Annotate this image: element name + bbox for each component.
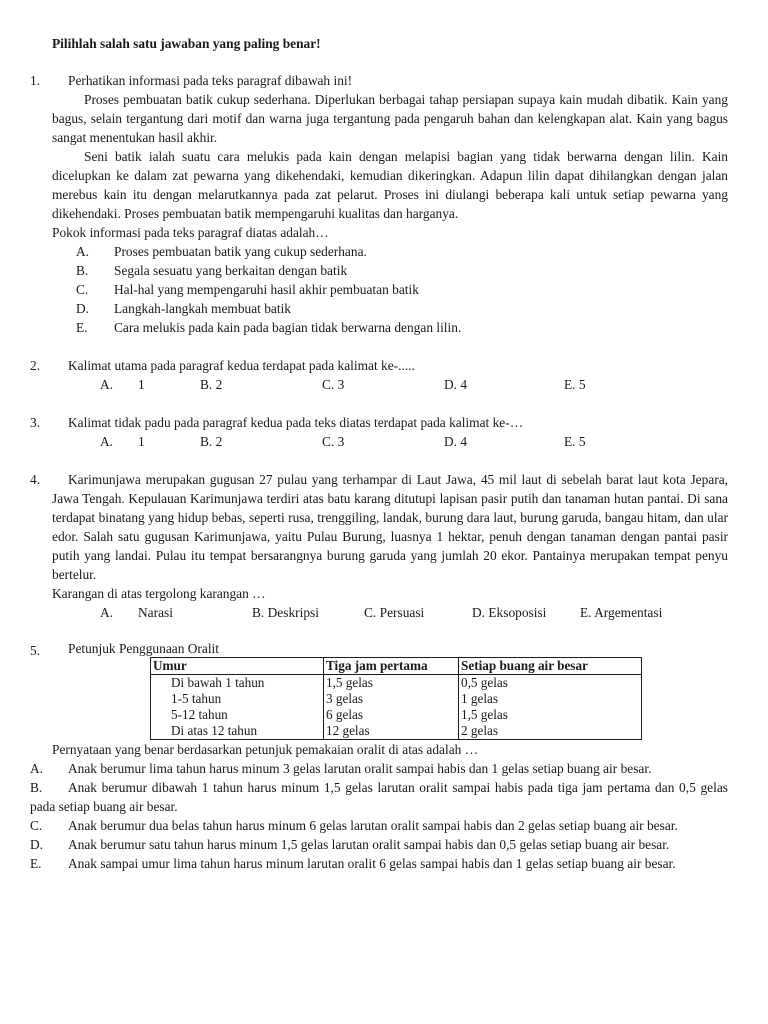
option-b[interactable]: B. Anak berumur dibawah 1 tahun harus minum 1,5 gelas larutan oralit sampai habis pada tiga jam pertama dan 0,5 gelas pada setiap buang air besar. <box>30 780 728 814</box>
option-d[interactable]: D. Eksoposisi <box>472 605 547 620</box>
option-a-value[interactable]: Narasi <box>138 605 173 620</box>
option-a-value[interactable]: 1 <box>138 434 145 449</box>
option-d[interactable]: D. Anak berumur satu tahun harus minum 1,5 gelas larutan oralit sampai habis dan 0,5 gelas setiap buang air besar. <box>30 837 670 852</box>
table-cell: 2 gelas <box>459 723 642 740</box>
instruction: Pilihlah salah satu jawaban yang paling benar! <box>52 36 321 51</box>
question-3 <box>30 413 728 451</box>
options-row <box>52 375 728 394</box>
question-4 <box>30 470 728 622</box>
option-d[interactable]: D. Langkah-langkah membuat batik <box>76 301 291 316</box>
option-a-value[interactable]: 1 <box>138 377 145 392</box>
option-a[interactable]: A. <box>100 377 114 392</box>
question-lead: Perhatikan informasi pada teks paragraf dibawah ini! <box>68 73 353 88</box>
question-number: 5. <box>30 643 41 658</box>
question-text: Pernyataan yang benar berdasarkan petunjuk pemakaian oralit di atas adalah … <box>52 742 479 757</box>
question-text: Kalimat utama pada paragraf kedua terdapat pada kalimat ke-..... <box>68 358 415 373</box>
table-cell: 12 gelas <box>324 723 459 740</box>
table-cell: 0,5 gelas <box>459 675 642 692</box>
option-e[interactable]: E. 5 <box>564 377 586 392</box>
table-cell: 6 gelas <box>324 707 459 723</box>
option-c[interactable]: C. Hal-hal yang mempengaruhi hasil akhir pembuatan batik <box>76 282 419 297</box>
question-5 <box>30 641 728 759</box>
option-c[interactable]: C. 3 <box>322 377 345 392</box>
table-row <box>151 691 642 707</box>
option-b[interactable]: B. Deskripsi <box>252 605 319 620</box>
options-list <box>76 242 728 337</box>
option-a[interactable]: A. <box>100 605 114 620</box>
oralit-table <box>150 657 642 740</box>
table-header-cell: Setiap buang air besar <box>459 658 642 675</box>
table-cell: 1-5 tahun <box>151 691 324 707</box>
options-list <box>30 759 728 873</box>
table-header-cell: Tiga jam pertama <box>324 658 459 675</box>
passage: Karimunjawa merupakan gugusan 27 pulau yang terhampar di Laut Jawa, 45 mil laut di sebelah barat laut kota Jepara, Jawa Tengah. Kepulauan Karimunjawa terdiri atas batu karang ditutupi lapisan pasir putih dan tanaman hutan pantai. Di sana terdapat binatang yang hidup bebas, seperti rusa, trenggiling, landak, burung dara laut, burung garuda, bangau hitam, dan ular edor. Salah satu gugusan Karimunjawa, yaitu Pulau Burung, luasnya 1 hektar, penuh dengan tanaman dengan pantai pasir putih yang landai. Pulau itu tempat bersarangnya burung garuda yang jumlah 20 ekor. Pantainya merupakan tempat penyu bertelur. <box>52 472 728 582</box>
table-cell: 3 gelas <box>324 691 459 707</box>
question-number: 1. <box>30 73 41 88</box>
question-number: 2. <box>30 358 41 373</box>
options-row <box>52 432 728 451</box>
table-row <box>151 675 642 692</box>
option-a[interactable]: A. Anak berumur lima tahun harus minum 3 gelas larutan oralit sampai habis dan 1 gelas setiap buang air besar. <box>30 761 652 776</box>
table-cell: 1 gelas <box>459 691 642 707</box>
question-lead: Petunjuk Penggunaan Oralit <box>68 641 219 656</box>
table-header-row <box>151 658 642 675</box>
option-c[interactable]: C. Anak berumur dua belas tahun harus minum 6 gelas larutan oralit sampai habis dan 2 gelas setiap buang air besar. <box>30 818 678 833</box>
options-row <box>52 603 728 622</box>
option-a[interactable]: A. Proses pembuatan batik yang cukup sederhana. <box>76 244 367 259</box>
table-cell: Di bawah 1 tahun <box>151 675 324 692</box>
option-d[interactable]: D. 4 <box>444 377 468 392</box>
option-b[interactable]: B. 2 <box>200 434 223 449</box>
question-2 <box>30 356 728 394</box>
option-e[interactable]: E. Argementasi <box>580 605 663 620</box>
table-row <box>151 707 642 723</box>
passage-paragraph-1: Proses pembuatan batik cukup sederhana. Diperlukan berbagai tahap persiapan supaya kain mudah dibatik. Kain yang bagus, selain tergantung dari motif dan warna juga tergantung pada pengaruh bahan dan kelengkapan alat. Kain yang bagus sangat menentukan hasil akhir. <box>52 92 728 145</box>
table-cell: 1,5 gelas <box>324 675 459 692</box>
passage-paragraph-2: Seni batik ialah suatu cara melukis pada kain dengan melapisi bagian yang tidak berwarna dengan lilin. Kain dicelupkan ke dalam zat pewarna yang dikehendaki, kemudian dikeringkan. Adapun lilin dapat dihilangkan dengan jalan merebus kain itu dengan melarutkannya pada zat pelarut. Proses ini diulangi beberapa kali untuk setiap pewarna yang dikehendaki. Proses pembuatan batik mempengaruhi kualitas dan harganya. <box>52 149 728 221</box>
question-text: Kalimat tidak padu pada paragraf kedua pada teks diatas terdapat pada kalimat ke-… <box>68 415 524 430</box>
option-c[interactable]: C. 3 <box>322 434 345 449</box>
option-d[interactable]: D. 4 <box>444 434 468 449</box>
table-cell: Di atas 12 tahun <box>151 723 324 740</box>
option-b[interactable]: B. Segala sesuatu yang berkaitan dengan batik <box>76 263 348 278</box>
question-number: 4. <box>30 472 41 487</box>
option-e[interactable]: E. Cara melukis pada kain pada bagian tidak berwarna dengan lilin. <box>76 320 462 335</box>
option-b[interactable]: B. 2 <box>200 377 223 392</box>
table-cell: 5-12 tahun <box>151 707 324 723</box>
option-e[interactable]: E. 5 <box>564 434 586 449</box>
question-text: Karangan di atas tergolong karangan … <box>52 586 266 601</box>
table-header-cell: Umur <box>151 658 324 675</box>
question-number: 3. <box>30 415 41 430</box>
table-row <box>151 723 642 740</box>
option-e[interactable]: E. Anak sampai umur lima tahun harus minum larutan oralit 6 gelas sampai habis dan 1 gelas setiap buang air besar. <box>30 856 676 871</box>
question-text: Pokok informasi pada teks paragraf diatas adalah… <box>52 225 329 240</box>
question-1 <box>30 71 728 337</box>
table-cell: 1,5 gelas <box>459 707 642 723</box>
option-c[interactable]: C. Persuasi <box>364 605 425 620</box>
option-a[interactable]: A. <box>100 434 114 449</box>
